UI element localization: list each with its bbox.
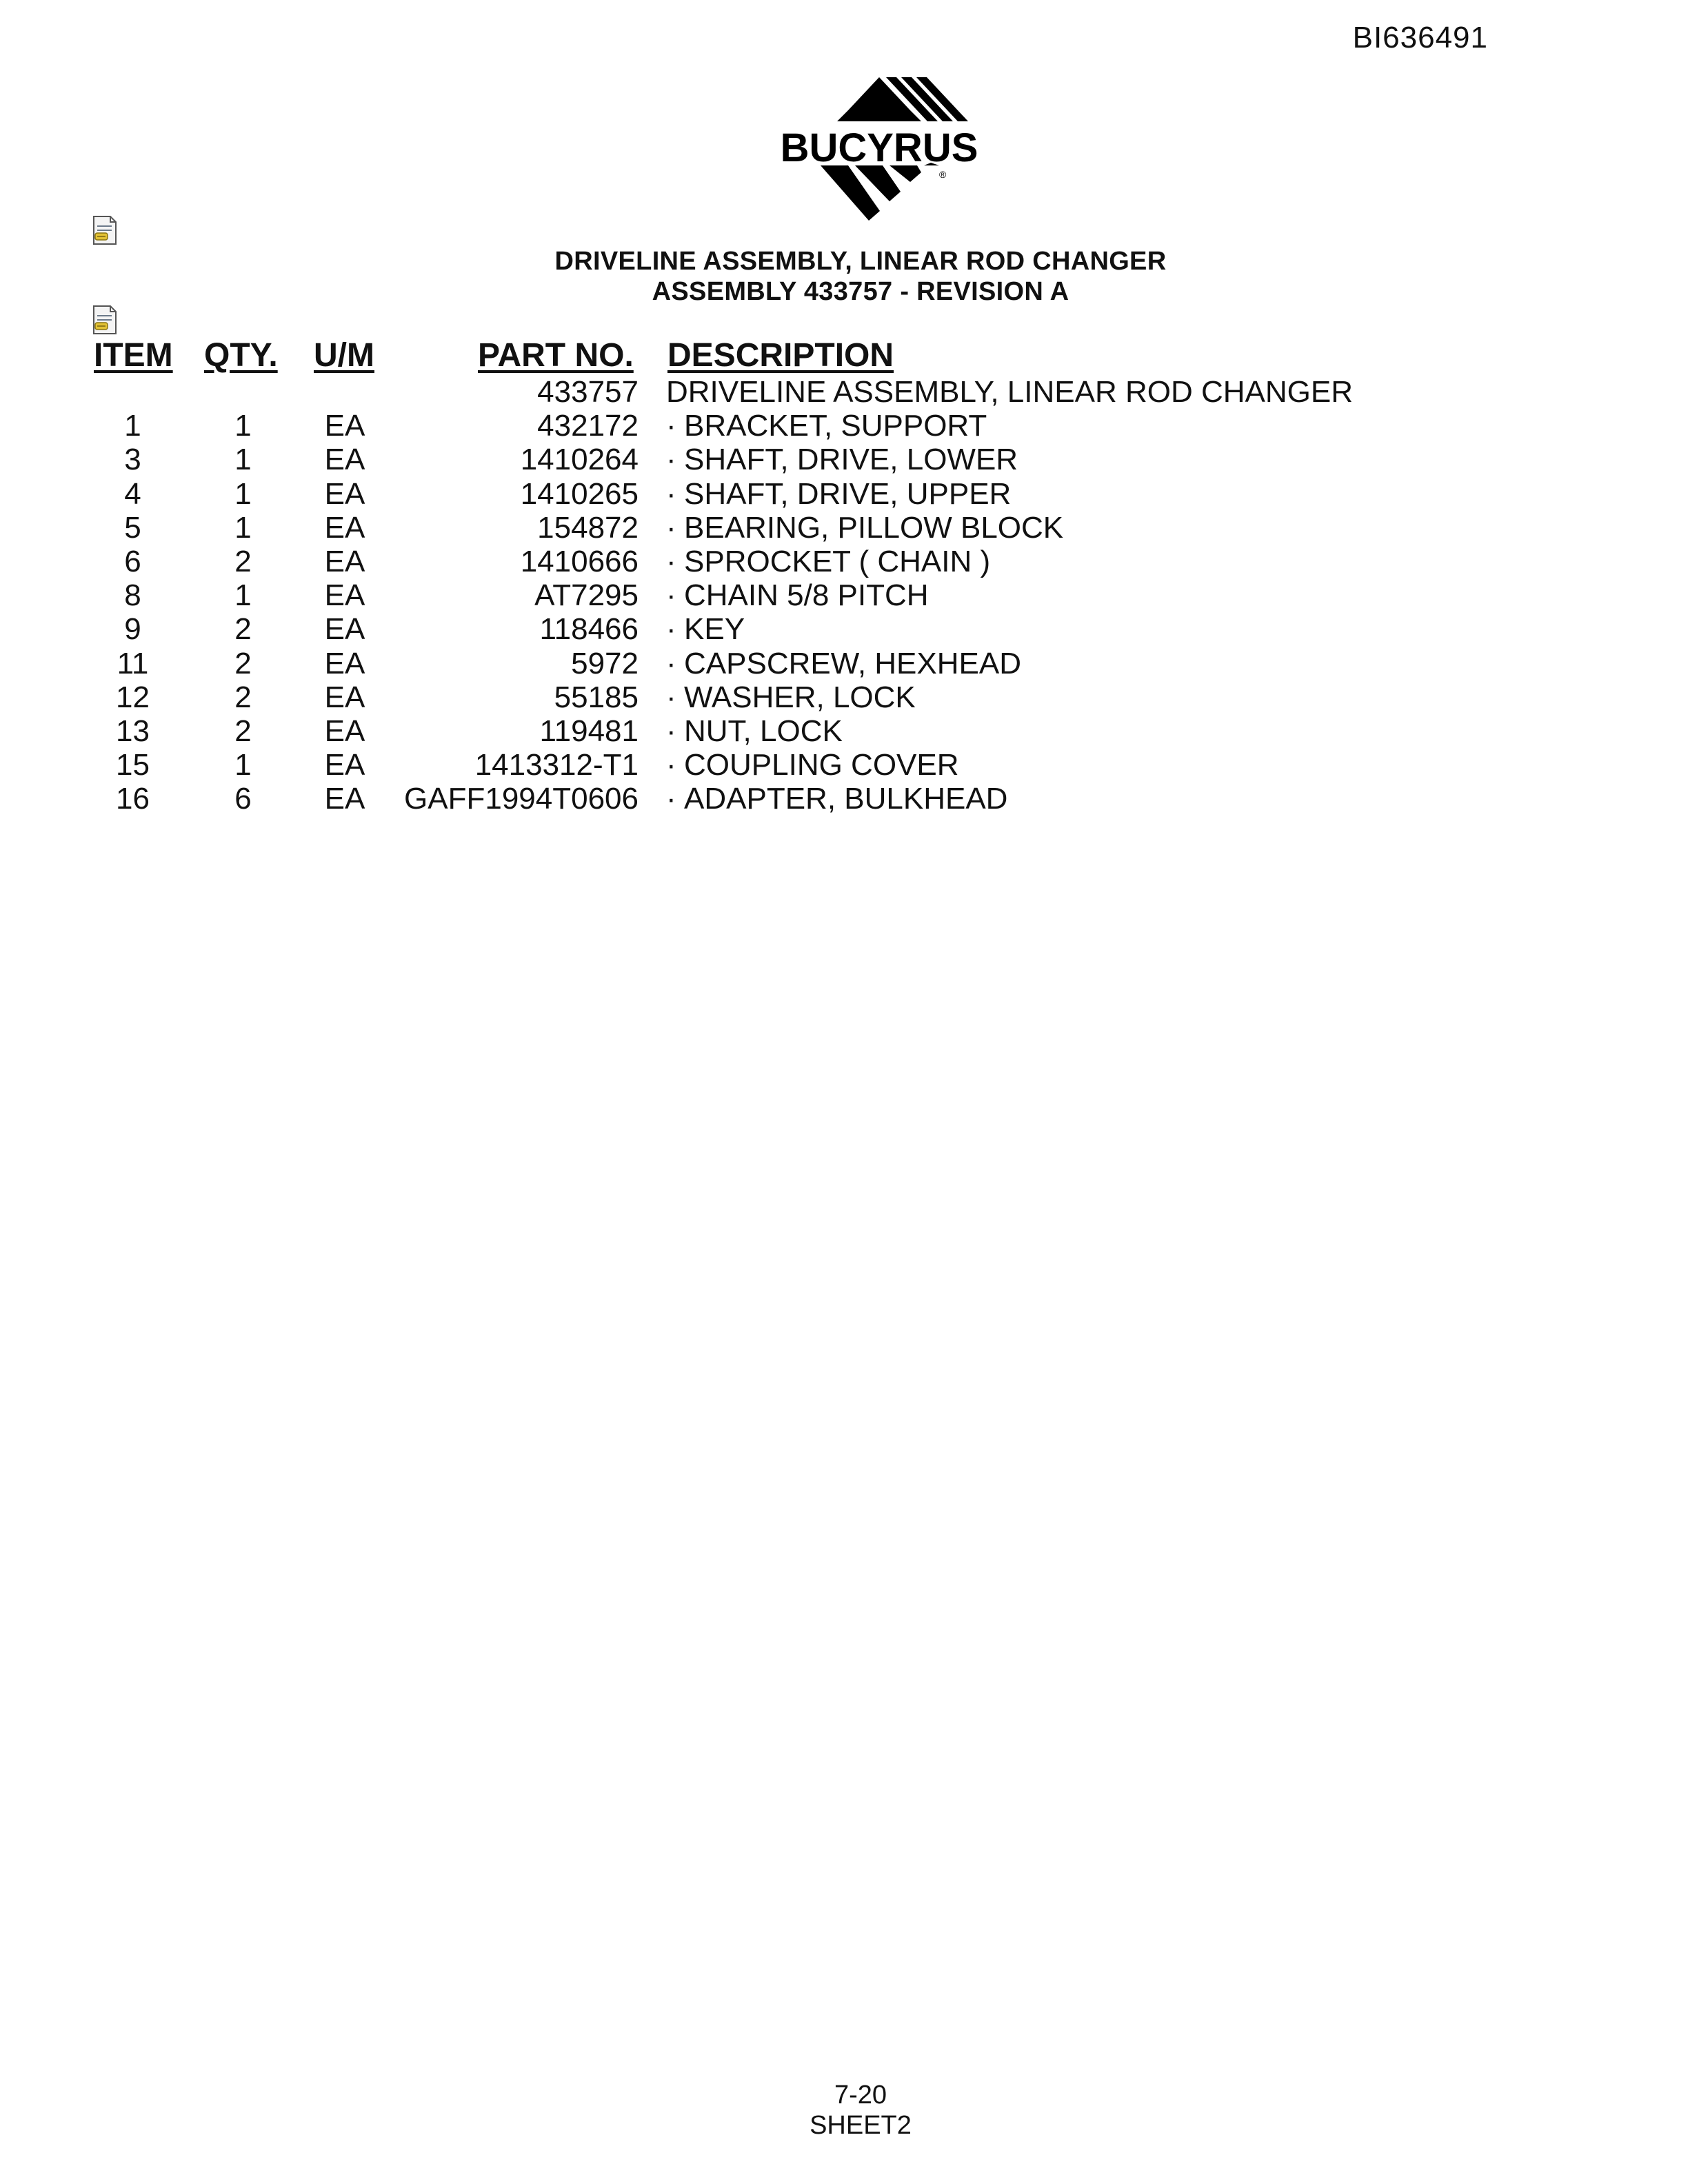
- page-number: 7-20: [834, 2081, 887, 2110]
- description-cell: DRIVELINE ASSEMBLY, LINEAR ROD CHANGER: [666, 375, 1353, 409]
- part-no-cell: 154872: [537, 510, 639, 545]
- item-cell: 12: [116, 680, 150, 714]
- bucyrus-logo: [758, 76, 1000, 221]
- note-attachment-icon[interactable]: [91, 305, 119, 335]
- qty-cell: 1: [234, 409, 252, 443]
- bullet: ·: [666, 409, 676, 443]
- description-cell: CHAIN 5/8 PITCH: [684, 578, 929, 613]
- um-cell: EA: [324, 714, 365, 748]
- um-cell: EA: [324, 578, 365, 613]
- bullet: ·: [666, 782, 676, 816]
- item-cell: 9: [124, 612, 141, 647]
- bullet: ·: [666, 510, 676, 545]
- description-cell: SHAFT, DRIVE, LOWER: [684, 443, 1018, 477]
- assembly-revision: ASSEMBLY 433757 - REVISION A: [652, 277, 1069, 306]
- um-cell: EA: [324, 748, 365, 782]
- note-attachment-icon[interactable]: [91, 215, 119, 245]
- part-no-cell: 118466: [539, 612, 639, 647]
- part-no-cell: 433757: [537, 375, 639, 409]
- header-um: U/M: [314, 337, 374, 374]
- bullet: ·: [666, 443, 676, 477]
- qty-cell: 2: [234, 544, 252, 578]
- table-row: [0, 680, 1688, 714]
- part-no-cell: 1410265: [520, 476, 639, 511]
- um-cell: EA: [324, 476, 365, 511]
- bullet: ·: [666, 680, 676, 714]
- description-cell: ADAPTER, BULKHEAD: [684, 782, 1008, 816]
- item-cell: 5: [124, 510, 141, 545]
- description-cell: COUPLING COVER: [684, 748, 959, 782]
- um-cell: EA: [324, 409, 365, 443]
- qty-cell: 1: [234, 443, 252, 477]
- qty-cell: 1: [234, 510, 252, 545]
- table-row: [0, 578, 1688, 612]
- bullet: ·: [666, 714, 676, 748]
- description-cell: KEY: [684, 612, 745, 647]
- header-description: DESCRIPTION: [667, 337, 894, 374]
- item-cell: 4: [124, 476, 141, 511]
- table-row: [0, 748, 1688, 782]
- table-row: [0, 647, 1688, 680]
- document-id: BI636491: [1352, 21, 1488, 54]
- table-row: [0, 714, 1688, 748]
- qty-cell: 2: [234, 646, 252, 680]
- table-row: [0, 409, 1688, 443]
- bullet: ·: [666, 476, 676, 511]
- qty-cell: 2: [234, 680, 252, 714]
- item-cell: 13: [116, 714, 150, 748]
- registered-mark: ®: [939, 169, 947, 180]
- item-cell: 15: [116, 748, 150, 782]
- table-row: [0, 375, 1688, 409]
- qty-cell: 1: [234, 578, 252, 613]
- description-cell: SHAFT, DRIVE, UPPER: [684, 476, 1012, 511]
- assembly-title: DRIVELINE ASSEMBLY, LINEAR ROD CHANGER: [554, 247, 1167, 276]
- part-no-cell: 1410264: [520, 443, 639, 477]
- table-row: [0, 612, 1688, 646]
- bullet: ·: [666, 748, 676, 782]
- item-cell: 8: [124, 578, 141, 613]
- description-cell: WASHER, LOCK: [684, 680, 916, 714]
- table-row: [0, 545, 1688, 578]
- description-cell: BRACKET, SUPPORT: [684, 409, 987, 443]
- part-no-cell: GAFF1994T0606: [404, 782, 639, 816]
- qty-cell: 1: [234, 748, 252, 782]
- parts-list: [0, 375, 1688, 816]
- header-item: ITEM: [94, 337, 173, 374]
- table-row: [0, 477, 1688, 511]
- table-row: [0, 443, 1688, 476]
- part-no-cell: 119481: [539, 714, 639, 748]
- um-cell: EA: [324, 782, 365, 816]
- part-no-cell: 1413312-T1: [474, 748, 639, 782]
- item-cell: 1: [124, 409, 141, 443]
- part-no-cell: 55185: [554, 680, 639, 714]
- description-cell: SPROCKET ( CHAIN ): [684, 544, 991, 578]
- qty-cell: 2: [234, 612, 252, 647]
- qty-cell: 1: [234, 476, 252, 511]
- description-cell: CAPSCREW, HEXHEAD: [684, 646, 1021, 680]
- qty-cell: 6: [234, 782, 252, 816]
- bullet: ·: [666, 612, 676, 647]
- table-row: [0, 782, 1688, 816]
- description-cell: NUT, LOCK: [684, 714, 843, 748]
- table-row: [0, 511, 1688, 545]
- um-cell: EA: [324, 646, 365, 680]
- um-cell: EA: [324, 544, 365, 578]
- bullet: ·: [666, 578, 676, 613]
- um-cell: EA: [324, 443, 365, 477]
- part-no-cell: 432172: [537, 409, 639, 443]
- item-cell: 11: [117, 646, 149, 680]
- bullet: ·: [666, 544, 676, 578]
- header-part-no: PART NO.: [478, 337, 634, 374]
- um-cell: EA: [324, 680, 365, 714]
- qty-cell: 2: [234, 714, 252, 748]
- header-qty: QTY.: [204, 337, 278, 374]
- sheet-label: SHEET2: [810, 2111, 912, 2140]
- part-no-cell: 5972: [571, 646, 639, 680]
- item-cell: 16: [116, 782, 150, 816]
- part-no-cell: 1410666: [520, 544, 639, 578]
- description-cell: BEARING, PILLOW BLOCK: [684, 510, 1064, 545]
- um-cell: EA: [324, 510, 365, 545]
- item-cell: 6: [124, 544, 141, 578]
- logo-wordmark: BUCYRUS: [780, 125, 978, 170]
- part-no-cell: AT7295: [534, 578, 639, 613]
- item-cell: 3: [124, 443, 141, 477]
- um-cell: EA: [324, 612, 365, 647]
- bullet: ·: [666, 646, 676, 680]
